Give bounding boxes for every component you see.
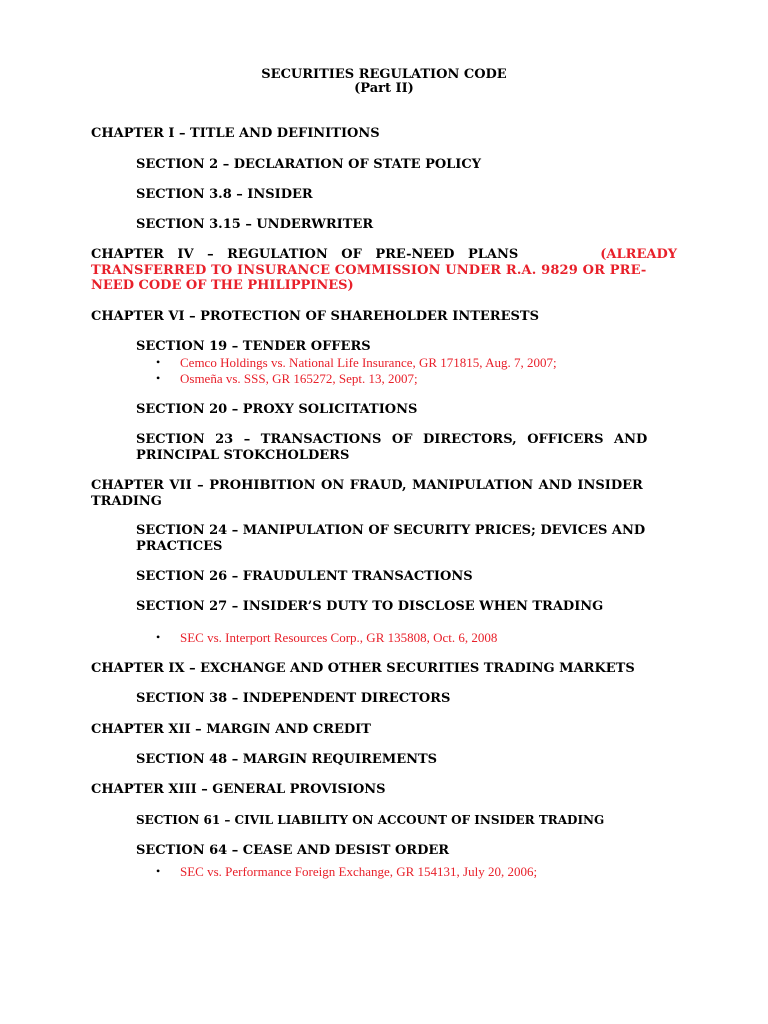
chapter-4-heading <box>91 247 677 294</box>
section-19-heading: SECTION 19 – TENDER OFFERS <box>136 339 371 354</box>
chapter-6-heading: CHAPTER VI – PROTECTION OF SHAREHOLDER INTERESTS <box>91 309 539 324</box>
case-citation: Cemco Holdings vs. National Life Insurance, GR 171815, Aug. 7, 2007; <box>180 355 557 370</box>
section-38-heading: SECTION 38 – INDEPENDENT DIRECTORS <box>136 691 451 706</box>
section-2-heading: SECTION 2 – DECLARATION OF STATE POLICY <box>136 157 482 172</box>
chapter-7-line-2: TRADING <box>91 493 162 509</box>
chapter-4-transfer-note-line-2: TRANSFERRED TO INSURANCE COMMISSION UNDER R.A. 9829 OR PRE- <box>91 262 647 278</box>
section-20-heading: SECTION 20 – PROXY SOLICITATIONS <box>136 402 418 417</box>
bullet-icon: • <box>156 355 161 369</box>
chapter-4-title: CHAPTER IV – REGULATION OF PRE-NEED PLANS <box>91 247 519 262</box>
chapter-4-transfer-note-line-3: NEED CODE OF THE PHILIPPINES) <box>91 278 354 293</box>
case-citation: Osmeña vs. SSS, GR 165272, Sept. 13, 2007; <box>180 371 418 386</box>
section-27-heading: SECTION 27 – INSIDER’S DUTY TO DISCLOSE WHEN TRADING <box>136 599 604 614</box>
section-24-heading <box>136 523 677 554</box>
chapter-13-heading: CHAPTER XIII – GENERAL PROVISIONS <box>91 782 386 797</box>
chapter-12-heading: CHAPTER XII – MARGIN AND CREDIT <box>91 722 371 737</box>
bullet-icon: • <box>156 630 161 644</box>
chapter-7-heading <box>91 478 677 509</box>
section-26-heading: SECTION 26 – FRAUDULENT TRANSACTIONS <box>136 569 473 584</box>
case-citation: SEC vs. Interport Resources Corp., GR 135808, Oct. 6, 2008 <box>180 630 498 645</box>
chapter-1-heading: CHAPTER I – TITLE AND DEFINITIONS <box>91 126 380 141</box>
section-3-15-heading: SECTION 3.15 – UNDERWRITER <box>136 217 374 232</box>
section-61-heading: SECTION 61 – CIVIL LIABILITY ON ACCOUNT OF INSIDER TRADING <box>136 813 605 827</box>
chapter-9-heading: CHAPTER IX – EXCHANGE AND OTHER SECURITIES TRADING MARKETS <box>91 661 635 676</box>
chapter-4-transfer-note-start: (ALREADY <box>600 247 677 262</box>
bullet-icon: • <box>156 864 161 878</box>
section-64-heading: SECTION 64 – CEASE AND DESIST ORDER <box>136 843 450 858</box>
section-23-line-2: PRINCIPAL STOKCHOLDERS <box>136 447 350 463</box>
document-subtitle: (Part II) <box>354 81 414 96</box>
section-23-line-1: SECTION 23 – TRANSACTIONS OF DIRECTORS, OFFICERS AND <box>136 432 648 447</box>
chapter-7-line-1: CHAPTER VII – PROHIBITION ON FRAUD, MANIPULATION AND INSIDER <box>91 478 643 493</box>
document-title: SECURITIES REGULATION CODE <box>261 67 507 82</box>
section-48-heading: SECTION 48 – MARGIN REQUIREMENTS <box>136 752 438 767</box>
section-24-line-1: SECTION 24 – MANIPULATION OF SECURITY PRICES; DEVICES AND <box>136 523 646 538</box>
bullet-icon: • <box>156 371 161 385</box>
section-23-heading <box>136 432 677 463</box>
case-citation: SEC vs. Performance Foreign Exchange, GR 154131, July 20, 2006; <box>180 864 538 879</box>
section-24-line-2: PRACTICES <box>136 538 223 554</box>
section-3-8-heading: SECTION 3.8 – INSIDER <box>136 187 313 202</box>
